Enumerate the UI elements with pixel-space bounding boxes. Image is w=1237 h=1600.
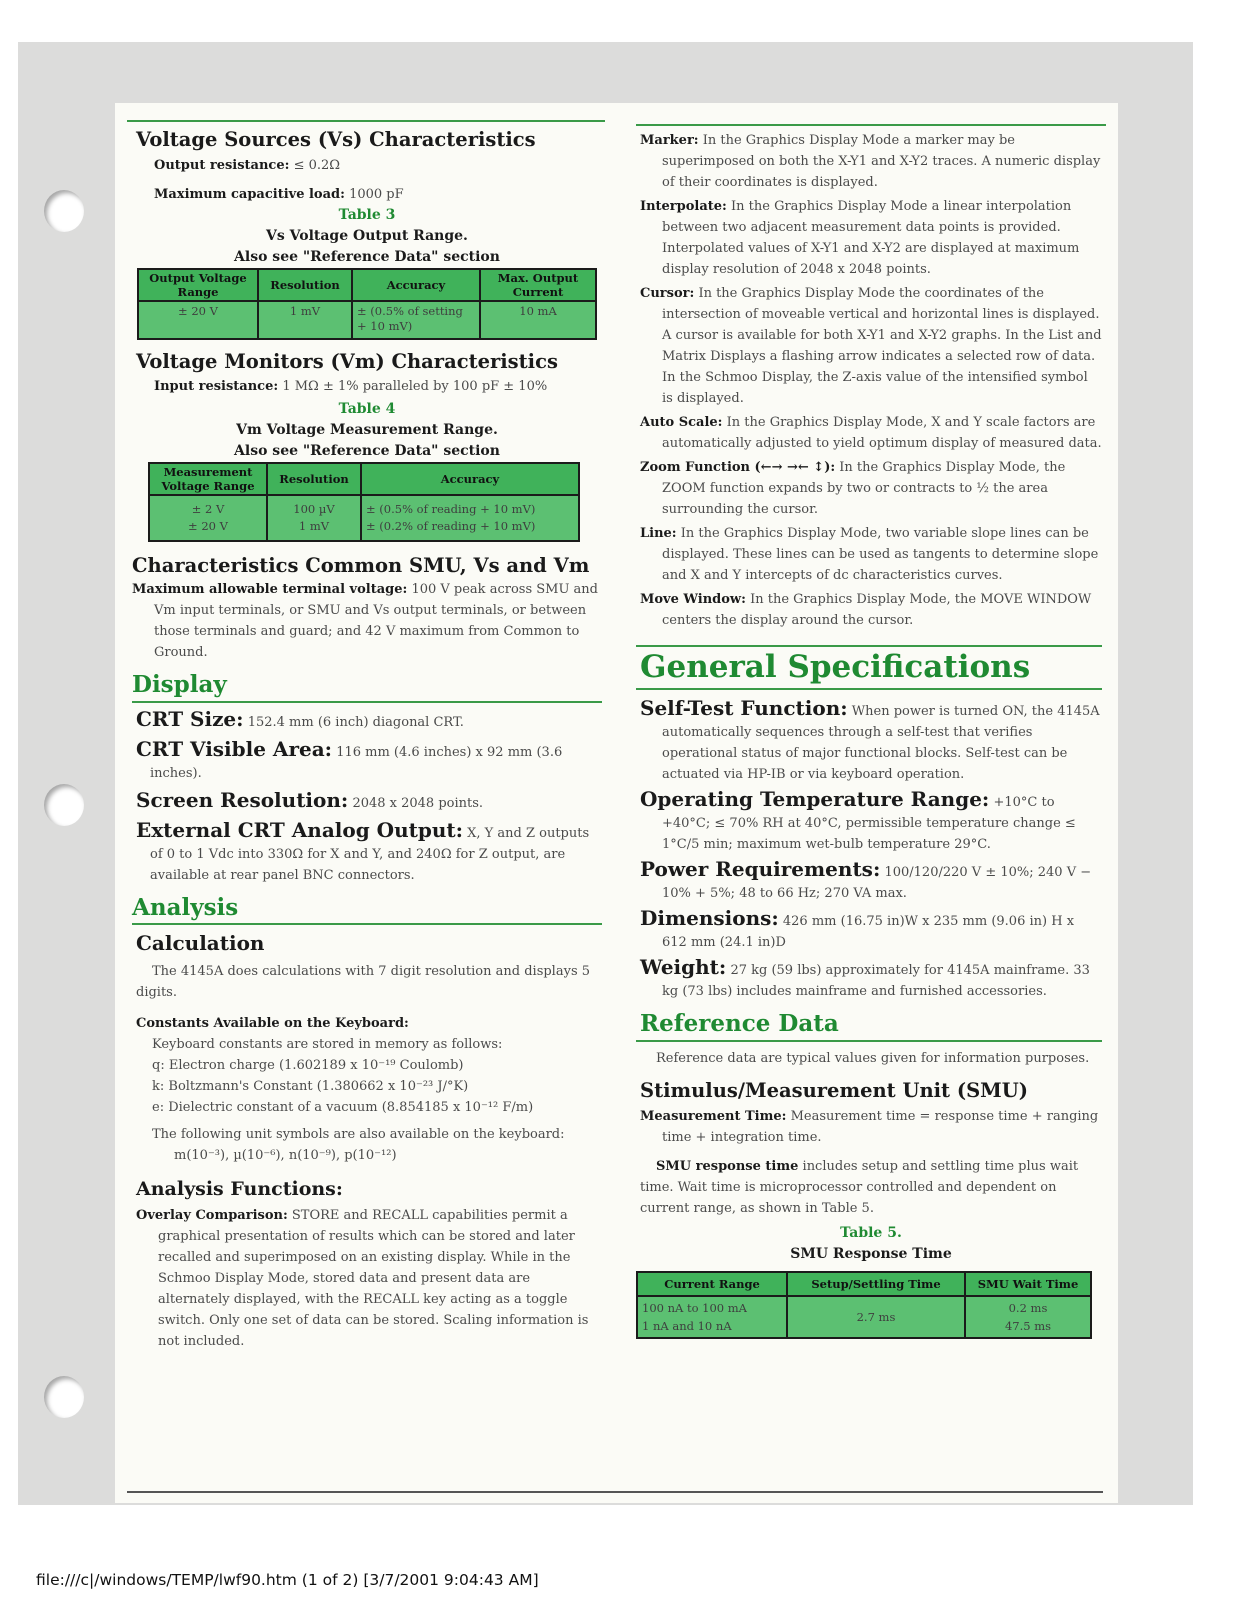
smu-response-time-text: includes setup and settling time plus wait time. Wait time is microprocessor controlled and dependent on current range, as shown in Table 5. <box>640 1159 1079 1217</box>
table3-header: Max. Output Current <box>480 269 596 301</box>
table4 <box>148 462 580 542</box>
table3-subtitle: Also see "Reference Data" section <box>234 249 500 266</box>
crt-size-label: CRT Size: <box>136 706 244 731</box>
table3-header: Output Voltage Range <box>138 269 258 301</box>
measurement-time-label: Measurement Time: <box>640 1109 787 1125</box>
vs-title: Voltage Sources (Vs) Characteristics <box>136 128 536 151</box>
table4-range-1: ± 2 V <box>191 501 225 516</box>
table5-wait-cell <box>965 1296 1091 1338</box>
browser-print-footer: file:///c|/windows/TEMP/lwf90.htm (1 of 2) [3/7/2001 9:04:43 AM] <box>36 1571 539 1589</box>
constant-item: k: Boltzmann's Constant (1.380662 x 10⁻²³ J/°K) <box>152 1079 469 1095</box>
table4-resolution-1: 100 µV <box>293 501 335 516</box>
constants-title: Constants Available on the Keyboard: <box>136 1016 409 1032</box>
table3-header: Resolution <box>258 269 352 301</box>
self-test-label: Self-Test Function: <box>640 696 848 721</box>
table3-title: Vs Voltage Output Range. <box>266 228 468 245</box>
vm-input-resistance-value: 1 MΩ ± 1% paralleled by 100 pF ± 10% <box>282 378 548 394</box>
crt-visible-label: CRT Visible Area: <box>136 736 333 761</box>
units-intro: The following unit symbols are also available on the keyboard: <box>152 1127 565 1143</box>
zoom-function-text: In the Graphics Display Mode, the ZOOM function expands by two or contracts to ½ the area surrounding the cursor. <box>662 460 1066 517</box>
table5-range-1: 100 nA to 100 mA <box>642 1301 747 1316</box>
table4-title: Vm Voltage Measurement Range. <box>236 421 498 438</box>
weight-text: 27 kg (59 lbs) approximately for 4145A mainframe. 33 kg (73 lbs) includes mainframe and furnished accessories. <box>662 963 1090 1000</box>
table3-cell: 1 mV <box>258 301 352 339</box>
binder-hole-bottom <box>44 1376 84 1418</box>
binder-hole-top <box>44 190 84 232</box>
interpolate-text: In the Graphics Display Mode a linear interpolation between two adjacent measurement data points is provided. Interpolated values of X-Y1 and X-Y2 are displayed at maximum display resolution of 2048 x 2048 points. <box>662 199 1080 277</box>
auto-scale-label: Auto Scale: <box>640 415 723 430</box>
left-column <box>132 128 602 1352</box>
table5-caption <box>640 1223 1102 1265</box>
zoom-function-label: Zoom Function (←→ →← ↕): <box>640 460 836 475</box>
table3-header: Accuracy <box>352 269 480 301</box>
table4-resolution-2: 1 mV <box>298 518 330 533</box>
table4-range-cell <box>149 495 267 541</box>
smu-response-time-label: SMU response time <box>656 1159 799 1175</box>
table3 <box>137 268 597 340</box>
table4-subtitle: Also see "Reference Data" section <box>234 442 500 459</box>
analysis-rule <box>132 923 602 925</box>
operating-temperature-text: +10°C to +40°C; ≤ 70% RH at 40°C, permissible temperature change ≤ 1°C/5 min; maximum wet-bulb temperature 29°C. <box>662 795 1076 853</box>
analysis-functions-title: Analysis Functions: <box>136 1178 343 1201</box>
move-window-text: In the Graphics Display Mode, the MOVE WINDOW centers the display around the cursor. <box>662 592 1092 628</box>
line-label: Line: <box>640 526 677 541</box>
table4-resolution-cell <box>267 495 361 541</box>
table3-cell: ± (0.5% of setting + 10 mV) <box>352 301 480 339</box>
auto-scale-text: In the Graphics Display Mode, X and Y scale factors are automatically adjusted to yield optimum display of measured data. <box>662 415 1102 451</box>
table3-caption <box>132 205 602 268</box>
top-rule-right <box>636 124 1106 126</box>
screen-resolution-text: 2048 x 2048 points. <box>352 795 484 811</box>
crt-size-text: 152.4 mm (6 inch) diagonal CRT. <box>247 714 464 730</box>
operating-temperature-label: Operating Temperature Range: <box>640 787 990 812</box>
power-requirements-label: Power Requirements: <box>640 857 881 882</box>
table4-accuracy-2: ± (0.2% of reading + 10 mV) <box>366 518 536 533</box>
reference-data-title: Reference Data <box>640 1010 839 1038</box>
binder-hole-middle <box>44 784 84 826</box>
table5-number: Table 5. <box>840 1225 902 1242</box>
vm-title: Voltage Monitors (Vm) Characteristics <box>136 350 558 374</box>
overlay-label: Overlay Comparison: <box>136 1208 288 1224</box>
table5-wait-1: 0.2 ms <box>1008 1301 1048 1316</box>
table5-wait-2: 47.5 ms <box>1004 1319 1052 1334</box>
calculation-title: Calculation <box>136 931 265 956</box>
external-crt-text: X, Y and Z outputs of 0 to 1 Vdc into 330Ω for X and Y, and 240Ω for Z output, are available at rear panel BNC connectors. <box>150 825 590 883</box>
vm-input-resistance-label: Input resistance: <box>154 378 279 394</box>
display-rule <box>132 701 602 703</box>
table4-caption <box>132 399 602 462</box>
general-specifications-title: General Specifications <box>640 649 1031 685</box>
table5-header: Setup/Settling Time <box>787 1272 965 1296</box>
calculation-text: The 4145A does calculations with 7 digit resolution and displays 5 digits. <box>136 964 591 1001</box>
table5-range-2: 1 nA and 10 nA <box>642 1319 732 1334</box>
overlay-text: STORE and RECALL capabilities permit a graphical presentation of results which can be stored and later recalled and superimposed on an existing display. While in the Schmoo Display Mode, stored data and present data are alternately displayed, with the RECALL key acting as a toggle switch. Only one set of data can be stored. Scaling information is not included. <box>158 1208 589 1350</box>
table3-number: Table 3 <box>338 207 396 224</box>
dimensions-label: Dimensions: <box>640 906 779 931</box>
cursor-label: Cursor: <box>640 286 695 301</box>
line-text: In the Graphics Display Mode, two variable slope lines can be displayed. These lines can be used as tangents to determine slope and X and Y intercepts of dc characteristics curves. <box>662 526 1099 583</box>
table4-header: Resolution <box>267 463 361 495</box>
crt-visible-text: 116 mm (4.6 inches) x 92 mm (3.6 inches). <box>150 744 563 781</box>
table5-header: Current Range <box>637 1272 787 1296</box>
table5-title: SMU Response Time <box>790 1246 952 1263</box>
general-bottom-rule <box>636 688 1102 690</box>
analysis-title: Analysis <box>132 893 239 921</box>
top-rule-left <box>127 120 605 122</box>
table5-settling-cell: 2.7 ms <box>787 1296 965 1338</box>
cursor-text: In the Graphics Display Mode the coordinates of the intersection of moveable vertical and horizontal lines is displayed. A cursor is available for both X-Y1 and X-Y2 graphs. In the List and Matrix Displays a flashing arrow indicates a selected row of data. In the Schmoo Display, the Z-axis value of the intensified symbol is displayed. <box>662 286 1102 406</box>
table4-range-2: ± 20 V <box>188 518 228 533</box>
display-title: Display <box>132 671 227 699</box>
vs-output-resistance-label: Output resistance: <box>154 158 290 174</box>
table5-header: SMU Wait Time <box>965 1272 1091 1296</box>
self-test-text: When power is turned ON, the 4145A automatically sequences through a self-test that verifies operational status of major functional blocks. Self-test can be actuated via HP-IB or via keyboard operation. <box>662 704 1100 783</box>
table3-cell: 10 mA <box>480 301 596 339</box>
table4-header: Accuracy <box>361 463 579 495</box>
units-list: m(10⁻³), µ(10⁻⁶), n(10⁻⁹), p(10⁻¹²) <box>174 1148 397 1164</box>
reference-data-rule <box>636 1040 1102 1042</box>
constant-item: q: Electron charge (1.602189 x 10⁻¹⁹ Coulomb) <box>152 1058 464 1074</box>
marker-label: Marker: <box>640 133 699 148</box>
vs-capacitive-load-value: 1000 pF <box>349 187 404 203</box>
table4-header: Measurement Voltage Range <box>149 463 267 495</box>
move-window-label: Move Window: <box>640 592 746 607</box>
table3-cell: ± 20 V <box>138 301 258 339</box>
bottom-rule <box>127 1491 1103 1493</box>
dimensions-text: 426 mm (16.75 in)W x 235 mm (9.06 in) H x 612 mm (24.1 in)D <box>662 914 1075 951</box>
measurement-time-text: Measurement time = response time + ranging time + integration time. <box>662 1109 1099 1146</box>
weight-label: Weight: <box>640 955 727 980</box>
interpolate-label: Interpolate: <box>640 199 727 214</box>
common-text: 100 V peak across SMU and Vm input terminals, or SMU and Vs output terminals, or between those terminals and guard; and 42 V maximum from Common to Ground. <box>154 582 598 661</box>
general-top-rule <box>636 645 1102 647</box>
right-column <box>640 130 1102 1339</box>
table4-number: Table 4 <box>338 400 396 417</box>
constants-intro: Keyboard constants are stored in memory as follows: <box>152 1037 503 1053</box>
vs-capacitive-load-label: Maximum capacitive load: <box>154 187 345 203</box>
screen-resolution-label: Screen Resolution: <box>136 787 349 812</box>
table5-range-cell <box>637 1296 787 1338</box>
table4-accuracy-cell <box>361 495 579 541</box>
vs-output-resistance-value: ≤ 0.2Ω <box>293 158 341 174</box>
table4-accuracy-1: ± (0.5% of reading + 10 mV) <box>366 501 536 516</box>
external-crt-label: External CRT Analog Output: <box>136 817 464 842</box>
power-requirements-text: 100/120/220 V ± 10%; 240 V − 10% + 5%; 48 to 66 Hz; 270 VA max. <box>662 865 1092 902</box>
smu-title: Stimulus/Measurement Unit (SMU) <box>640 1078 1028 1102</box>
table5 <box>636 1271 1092 1339</box>
marker-text: In the Graphics Display Mode a marker may be superimposed on both the X-Y1 and X-Y2 traces. A numeric display of their coordinates is displayed. <box>662 133 1101 190</box>
constant-item: e: Dielectric constant of a vacuum (8.854185 x 10⁻¹² F/m) <box>152 1100 534 1116</box>
reference-data-text: Reference data are typical values given for information purposes. <box>656 1050 1090 1066</box>
common-label: Maximum allowable terminal voltage: <box>132 582 408 598</box>
common-title: Characteristics Common SMU, Vs and Vm <box>132 553 590 577</box>
